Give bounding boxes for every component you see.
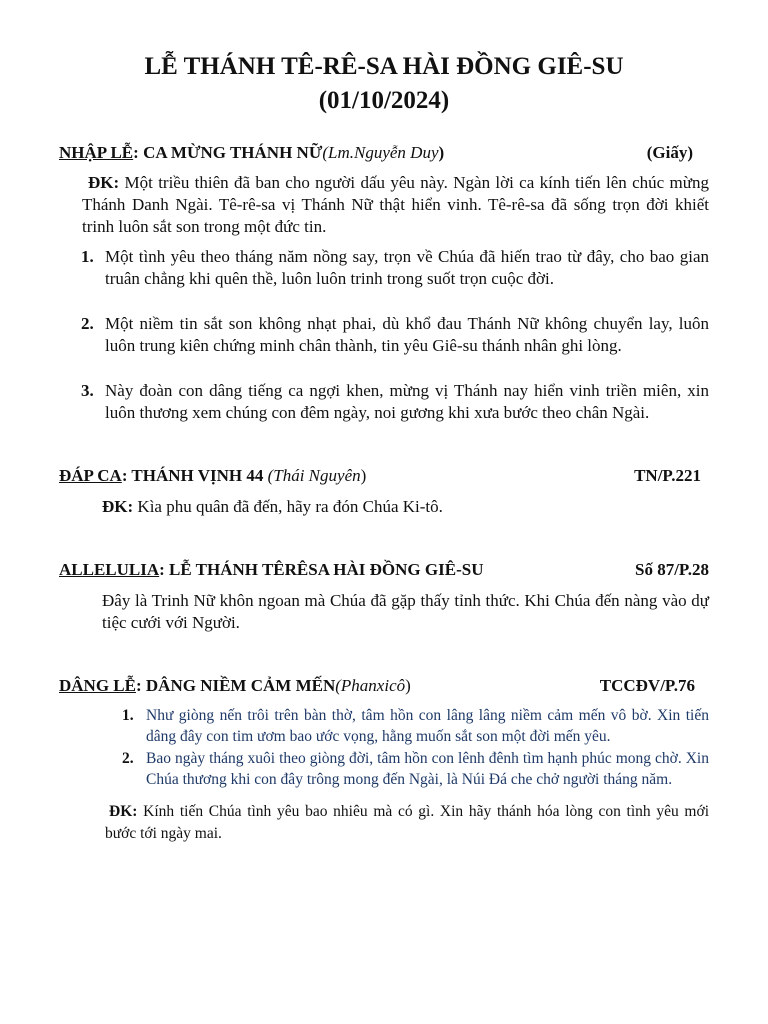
section-dap-ca xyxy=(59,465,709,518)
composer: (Lm.Nguyễn Duy xyxy=(322,143,439,162)
verse-list xyxy=(59,246,709,424)
verse-text: Một tình yêu theo tháng năm nồng say, trọn về Chúa đã hiến trao từ đây, cho bao gian truân chẳng khi quên thề, luôn luôn trinh trong suốt trọn cuộc đời. xyxy=(105,247,709,288)
refrain-text: Kính tiến Chúa tình yêu bao nhiêu mà có gì. Xin hãy thánh hóa lòng con tình yêu mới bước tới ngày mai. xyxy=(105,803,709,842)
composer: (Thái Nguyên xyxy=(267,466,361,485)
section-heading: ĐÁP CA: THÁNH VỊNH 44 (Thái Nguyên) TN/P.221 xyxy=(59,465,709,487)
title-date: (01/10/2024) xyxy=(318,87,450,114)
section-label: ALLELULIA xyxy=(59,560,160,579)
song-source: Số 87/P.28 xyxy=(634,560,709,579)
verse-text: Một niềm tin sắt son không nhạt phai, dù khổ đau Thánh Nữ không chuyển lay, luôn luôn trung kiên chứng minh chân thành, tin yêu Giê-su thánh nhân ghi lòng. xyxy=(105,314,709,355)
song-source: TN/P.221 xyxy=(634,466,701,485)
song-title: : LỄ THÁNH TÊRÊSA HÀI ĐỒNG GIÊ-SU xyxy=(159,560,484,579)
verse-number: 1. xyxy=(81,247,94,266)
refrain xyxy=(59,496,709,518)
section-alleluia xyxy=(59,559,709,634)
refrain-text: Một triều thiên đã ban cho người dấu yêu này. Ngàn lời ca kính tiến lên chúc mừng Thánh Danh Ngài. Tê-rê-sa vị Thánh Nữ thật hiển vinh. Tê-rê-sa đã sống trọn đời khiết trinh luôn sắt son trong một đức tin. xyxy=(82,173,709,236)
alleluia-verse: Đây là Trinh Nữ khôn ngoan mà Chúa đã gặp thấy tỉnh thức. Khi Chúa đến nàng vào dự tiệc cưới với Người. xyxy=(102,591,709,632)
verse-number: 2. xyxy=(81,314,94,333)
section-heading: NHẬP LỄ: CA MỪNG THÁNH NỮ(Lm.Nguyễn Duy) (Giấy) xyxy=(59,142,709,164)
section-label: ĐÁP CA xyxy=(59,466,122,485)
song-title: : DÂNG NIỀM CẢM MẾN xyxy=(135,676,336,695)
refrain-label: ĐK: xyxy=(88,173,120,192)
section-heading xyxy=(59,559,709,581)
refrain xyxy=(59,172,709,238)
list-item xyxy=(122,705,709,747)
section-nhap-le xyxy=(59,142,709,424)
section-dang-le xyxy=(59,675,709,845)
section-label: DÂNG LỄ xyxy=(59,676,136,695)
song-title: : CA MỪNG THÁNH NỮ xyxy=(133,143,323,162)
verse-text: Bao ngày tháng xuôi theo giòng đời, tâm hồn con lênh đênh tìm hạnh phúc mong chờ. Xin Chúa thương khi con đây trông mong đến Ngài, là Núi Đá che chở người tháng năm. xyxy=(146,750,709,788)
verse-list xyxy=(59,705,709,790)
verse-number: 2. xyxy=(122,750,134,767)
composer: (Phanxicô xyxy=(335,676,406,695)
verse-number: 3. xyxy=(81,381,94,400)
song-title: : THÁNH VỊNH 44 xyxy=(121,466,268,485)
song-source: (Giấy) xyxy=(646,143,693,162)
section-label: NHẬP LỄ xyxy=(59,143,134,162)
list-item xyxy=(122,748,709,790)
song-source: TCCĐV/P.76 xyxy=(599,676,695,695)
verse-text: Này đoàn con dâng tiếng ca ngợi khen, mừng vị Thánh nay hiển vinh triền miên, xin luôn thương xem chúng con đêm ngày, noi gương khi xưa bước theo chân Ngài. xyxy=(105,381,709,422)
page-title xyxy=(59,0,709,118)
refrain-label: ĐK: xyxy=(109,803,138,820)
refrain-text: Kìa phu quân đã đến, hãy ra đón Chúa Ki-tô. xyxy=(133,497,443,516)
list-item xyxy=(81,380,709,424)
list-item xyxy=(81,246,709,290)
verse-text: Như giòng nến trôi trên bàn thờ, tâm hồn con lâng lâng niềm cảm mến vô bờ. Xin tiến dâng đây con tim ươm bao ước vọng, hằng muốn sắt son một đời mến yêu. xyxy=(146,707,709,745)
title-line-1: LỄ THÁNH TÊ-RÊ-SA HÀI ĐỒNG GIÊ-SU xyxy=(144,53,624,80)
refrain xyxy=(59,801,709,845)
section-heading: DÂNG LỄ: DÂNG NIỀM CẢM MẾN(Phanxicô) TCCĐV/P.76 xyxy=(59,675,709,697)
list-item xyxy=(81,313,709,357)
verse-number: 1. xyxy=(122,707,134,724)
refrain-label: ĐK: xyxy=(102,497,134,516)
